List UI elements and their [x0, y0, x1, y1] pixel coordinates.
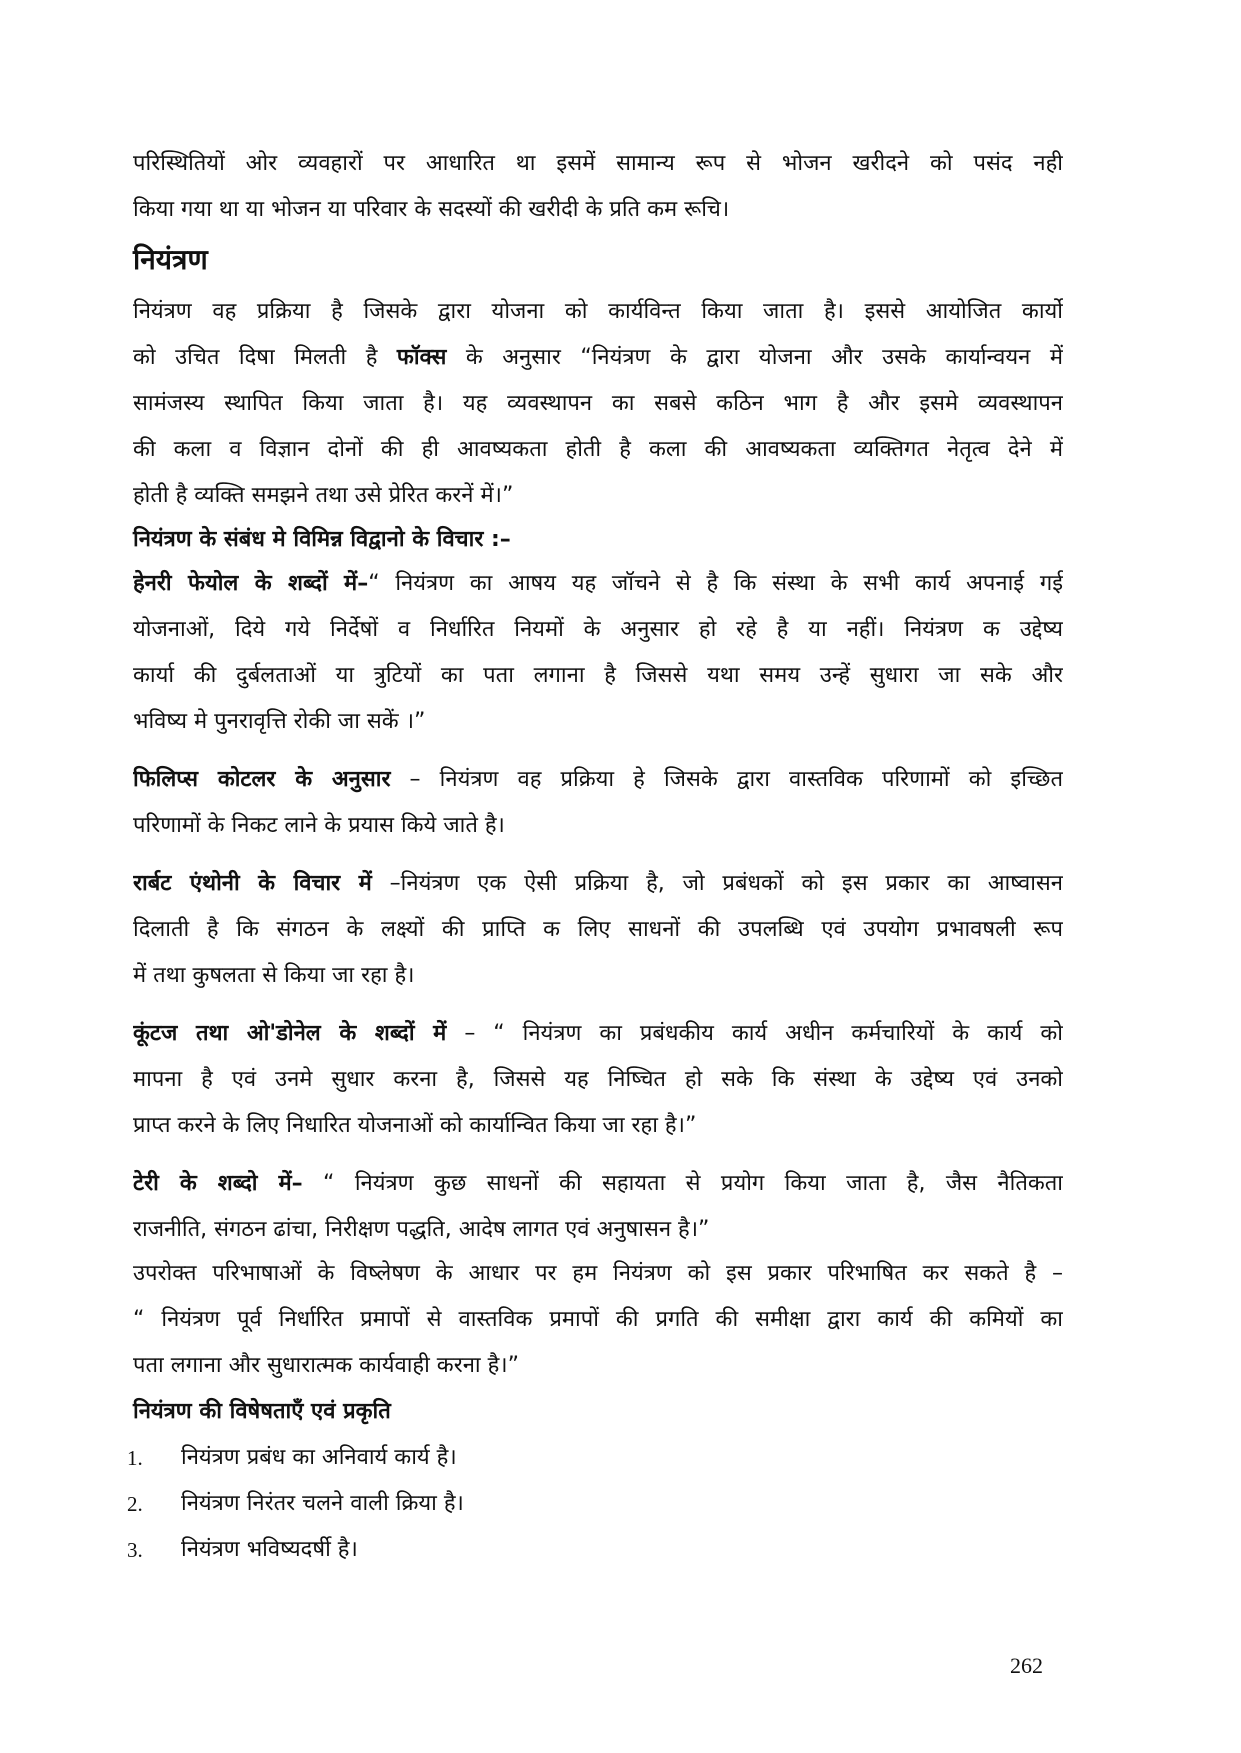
list-item-text: नियंत्रण निरंतर चलने वाली क्रिया है।: [181, 1491, 464, 1516]
koontz-line-3: प्राप्त करने के लिए निधारित योजनाओं को कार्यान्वित किया जा रहा है।”: [133, 1113, 697, 1138]
summary-line-1: उपरोक्त परिभाषाओं के विष्लेषण के आधार पर हम नियंत्रण को इस प्रकार परिभाषित कर सकते है –: [133, 1261, 1063, 1286]
fayol-label: हेनरी फेयोल के शब्दों में–: [133, 571, 369, 596]
koontz-line-1: [133, 1018, 1063, 1050]
section-title: नियंत्रण: [133, 243, 208, 276]
fayol-line-1: [133, 568, 1063, 600]
fayol-line-4: भविष्य मे पुनरावृत्ति रोकी जा सकें ।”: [133, 709, 426, 734]
para1-line-4: की कला व विज्ञान दोनों की ही आवष्यकता होती है कला की आवष्यकता व्यक्तिगत नेतृत्व देने में: [133, 437, 1063, 462]
intro-line-1: परिस्थितियों ओर व्यवहारों पर आधारित था इसमें सामान्य रूप से भोजन खरीदने को पसंद नही: [133, 151, 1063, 176]
terry-line-1: [133, 1168, 1063, 1200]
list-item-text: नियंत्रण भविष्यदर्षी है।: [181, 1537, 358, 1562]
koontz-line-1-rest: – “ नियंत्रण का प्रबंधकीय कार्य अधीन कर्मचारियों के कार्य को: [446, 1021, 1063, 1046]
features-heading: नियंत्रण की विषेषताएँ एवं प्रकृति: [133, 1399, 391, 1424]
terry-line-1-rest: “ नियंत्रण कुछ साधनों की सहायता से प्रयोग किया जाता है, जैस नैतिकता: [302, 1171, 1063, 1196]
list-item-number: 3.: [127, 1538, 143, 1562]
anthony-line-1-rest: –नियंत्रण एक ऐसी प्रक्रिया है, जो प्रबंधकों को इस प्रकार का आष्वासन: [371, 871, 1063, 896]
para1-line-2-b: के अनुसार “नियंत्रण के द्वारा योजना और उसके कार्यान्वयन में: [446, 345, 1063, 370]
summary-line-3: पता लगाना और सुधारात्मक कार्यवाही करना है।”: [133, 1353, 520, 1378]
kotler-label: फिलिप्स कोटलर के अनुसार: [133, 767, 391, 792]
para1-line-1: नियंत्रण वह प्रक्रिया है जिसके द्वारा योजना को कार्यविन्त किया जाता है। इससे आयोजित कार्यो: [133, 299, 1063, 324]
anthony-label: रार्बट एंथोनी के विचार में: [133, 871, 372, 896]
kotler-line-1-rest: – नियंत्रण वह प्रक्रिया हे जिसके द्वारा वास्तविक परिणामों को इच्छित: [390, 767, 1063, 792]
list-item-number: 2.: [127, 1492, 143, 1516]
summary-line-2: “ नियंत्रण पूर्व निर्धारित प्रमापों से वास्तविक प्रमापों की प्रगति की समीक्षा द्वारा कार्य की कमियों का: [133, 1307, 1063, 1332]
anthony-line-1: [133, 868, 1063, 900]
kotler-line-1: [133, 764, 1063, 796]
fayol-line-3: कार्या की दुर्बलताओं या त्रुटियों का पता लगाना है जिससे यथा समय उन्हें सुधारा जा सके और: [133, 663, 1063, 688]
list-item-number: 1.: [127, 1446, 143, 1470]
anthony-line-2: दिलाती है कि संगठन के लक्ष्यों की प्राप्ति क लिए साधनों की उपलब्धि एवं उपयोग प्रभावषली रूप: [133, 917, 1063, 942]
para1-line-2: [133, 342, 1063, 374]
koontz-label: कूंटज तथा ओ'डोनेल के शब्दों में: [133, 1021, 447, 1046]
anthony-line-3: में तथा कुषलता से किया जा रहा है।: [133, 963, 415, 988]
fayol-line-2: योजनाओं, दिये गये निर्देषों व निर्धारित नियमों के अनुसार हो रहे है या नहीं। नियंत्रण क उद्देष्य: [133, 617, 1063, 642]
page-number: 262: [1010, 1653, 1043, 1678]
para1-line-5: होती है व्यक्ति समझने तथा उसे प्रेरित करनें में।”: [133, 483, 514, 508]
views-heading: नियंत्रण के संबंध मे विमिन्न विद्वानो के विचार :–: [133, 527, 511, 552]
kotler-line-2: परिणामों के निकट लाने के प्रयास किये जाते है।: [133, 813, 505, 838]
fox-name: फॉक्स: [396, 345, 447, 370]
para1-line-3: सामंजस्य स्थापित किया जाता है। यह व्यवस्थापन का सबसे कठिन भाग है और इसमे व्यवस्थापन: [133, 391, 1063, 416]
fayol-line-1-rest: “ नियंत्रण का आषय यह जॉचने से है कि संस्था के सभी कार्य अपनाई गई: [368, 571, 1063, 596]
intro-line-2: किया गया था या भोजन या परिवार के सदस्यों की खरीदी के प्रति कम रूचि।: [133, 197, 730, 222]
para1-line-2-a: को उचित दिषा मिलती है: [133, 345, 397, 370]
list-item-text: नियंत्रण प्रबंध का अनिवार्य कार्य है।: [181, 1445, 457, 1470]
terry-line-2: राजनीति, संगठन ढांचा, निरीक्षण पद्धति, आदेष लागत एवं अनुषासन है।”: [133, 1217, 710, 1242]
koontz-line-2: मापना है एवं उनमे सुधार करना है, जिससे यह निष्चित हो सके कि संस्था के उद्देष्य एवं उनको: [133, 1067, 1063, 1092]
terry-label: टेरी के शब्दो में–: [133, 1171, 303, 1196]
